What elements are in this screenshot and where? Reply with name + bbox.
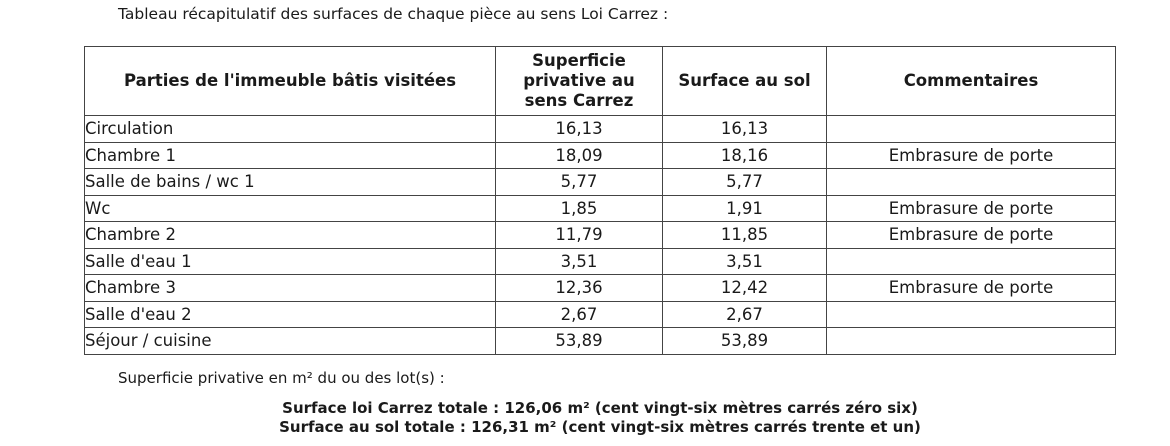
- cell-comment: [827, 301, 1116, 328]
- cell-comment: Embrasure de porte: [827, 222, 1116, 249]
- header-comment: Commentaires: [827, 47, 1116, 116]
- header-carrez-line2: privative au: [523, 71, 635, 90]
- cell-sol: 1,91: [663, 195, 827, 222]
- cell-comment: Embrasure de porte: [827, 142, 1116, 169]
- cell-part: Salle de bains / wc 1: [85, 169, 496, 196]
- header-carrez: [496, 47, 663, 116]
- header-part: Parties de l'immeuble bâtis visitées: [85, 47, 496, 116]
- total-sol: Surface au sol totale : 126,31 m² (cent vingt-six mètres carrés trente et un): [279, 418, 921, 436]
- cell-part: Chambre 2: [85, 222, 496, 249]
- cell-carrez: 5,77: [496, 169, 663, 196]
- cell-part: Chambre 1: [85, 142, 496, 169]
- cell-part: Wc: [85, 195, 496, 222]
- cell-part: Chambre 3: [85, 275, 496, 302]
- cell-comment: [827, 328, 1116, 355]
- cell-comment: Embrasure de porte: [827, 275, 1116, 302]
- cell-sol: 18,16: [663, 142, 827, 169]
- table-row: [85, 328, 1116, 355]
- total-carrez: Surface loi Carrez totale : 126,06 m² (cent vingt-six mètres carrés zéro six): [282, 399, 918, 417]
- cell-carrez: 3,51: [496, 248, 663, 275]
- cell-sol: 2,67: [663, 301, 827, 328]
- table-row: [85, 195, 1116, 222]
- cell-carrez: 53,89: [496, 328, 663, 355]
- cell-comment: [827, 169, 1116, 196]
- cell-comment: [827, 248, 1116, 275]
- cell-sol: 12,42: [663, 275, 827, 302]
- table-row: [85, 169, 1116, 196]
- cell-sol: 11,85: [663, 222, 827, 249]
- cell-carrez: 16,13: [496, 116, 663, 143]
- cell-part: Circulation: [85, 116, 496, 143]
- table-row: [85, 222, 1116, 249]
- cell-sol: 3,51: [663, 248, 827, 275]
- cell-carrez: 2,67: [496, 301, 663, 328]
- cell-sol: 16,13: [663, 116, 827, 143]
- table-header-row: [85, 47, 1116, 116]
- cell-part: Salle d'eau 2: [85, 301, 496, 328]
- cell-carrez: 18,09: [496, 142, 663, 169]
- cell-sol: 53,89: [663, 328, 827, 355]
- cell-carrez: 1,85: [496, 195, 663, 222]
- table-row: [85, 275, 1116, 302]
- cell-comment: Embrasure de porte: [827, 195, 1116, 222]
- header-carrez-line1: Superficie: [532, 51, 626, 70]
- table-row: [85, 301, 1116, 328]
- cell-comment: [827, 116, 1116, 143]
- lot-note: Superficie privative en m² du ou des lot(s) :: [118, 369, 445, 387]
- page-title: Tableau récapitulatif des surfaces de chaque pièce au sens Loi Carrez :: [118, 5, 669, 23]
- header-carrez-line3: sens Carrez: [524, 91, 634, 110]
- table-row: [85, 142, 1116, 169]
- table-row: [85, 116, 1116, 143]
- cell-carrez: 11,79: [496, 222, 663, 249]
- table-row: [85, 248, 1116, 275]
- header-sol: Surface au sol: [663, 47, 827, 116]
- cell-part: Séjour / cuisine: [85, 328, 496, 355]
- cell-part: Salle d'eau 1: [85, 248, 496, 275]
- cell-carrez: 12,36: [496, 275, 663, 302]
- surfaces-table: [84, 46, 1116, 355]
- cell-sol: 5,77: [663, 169, 827, 196]
